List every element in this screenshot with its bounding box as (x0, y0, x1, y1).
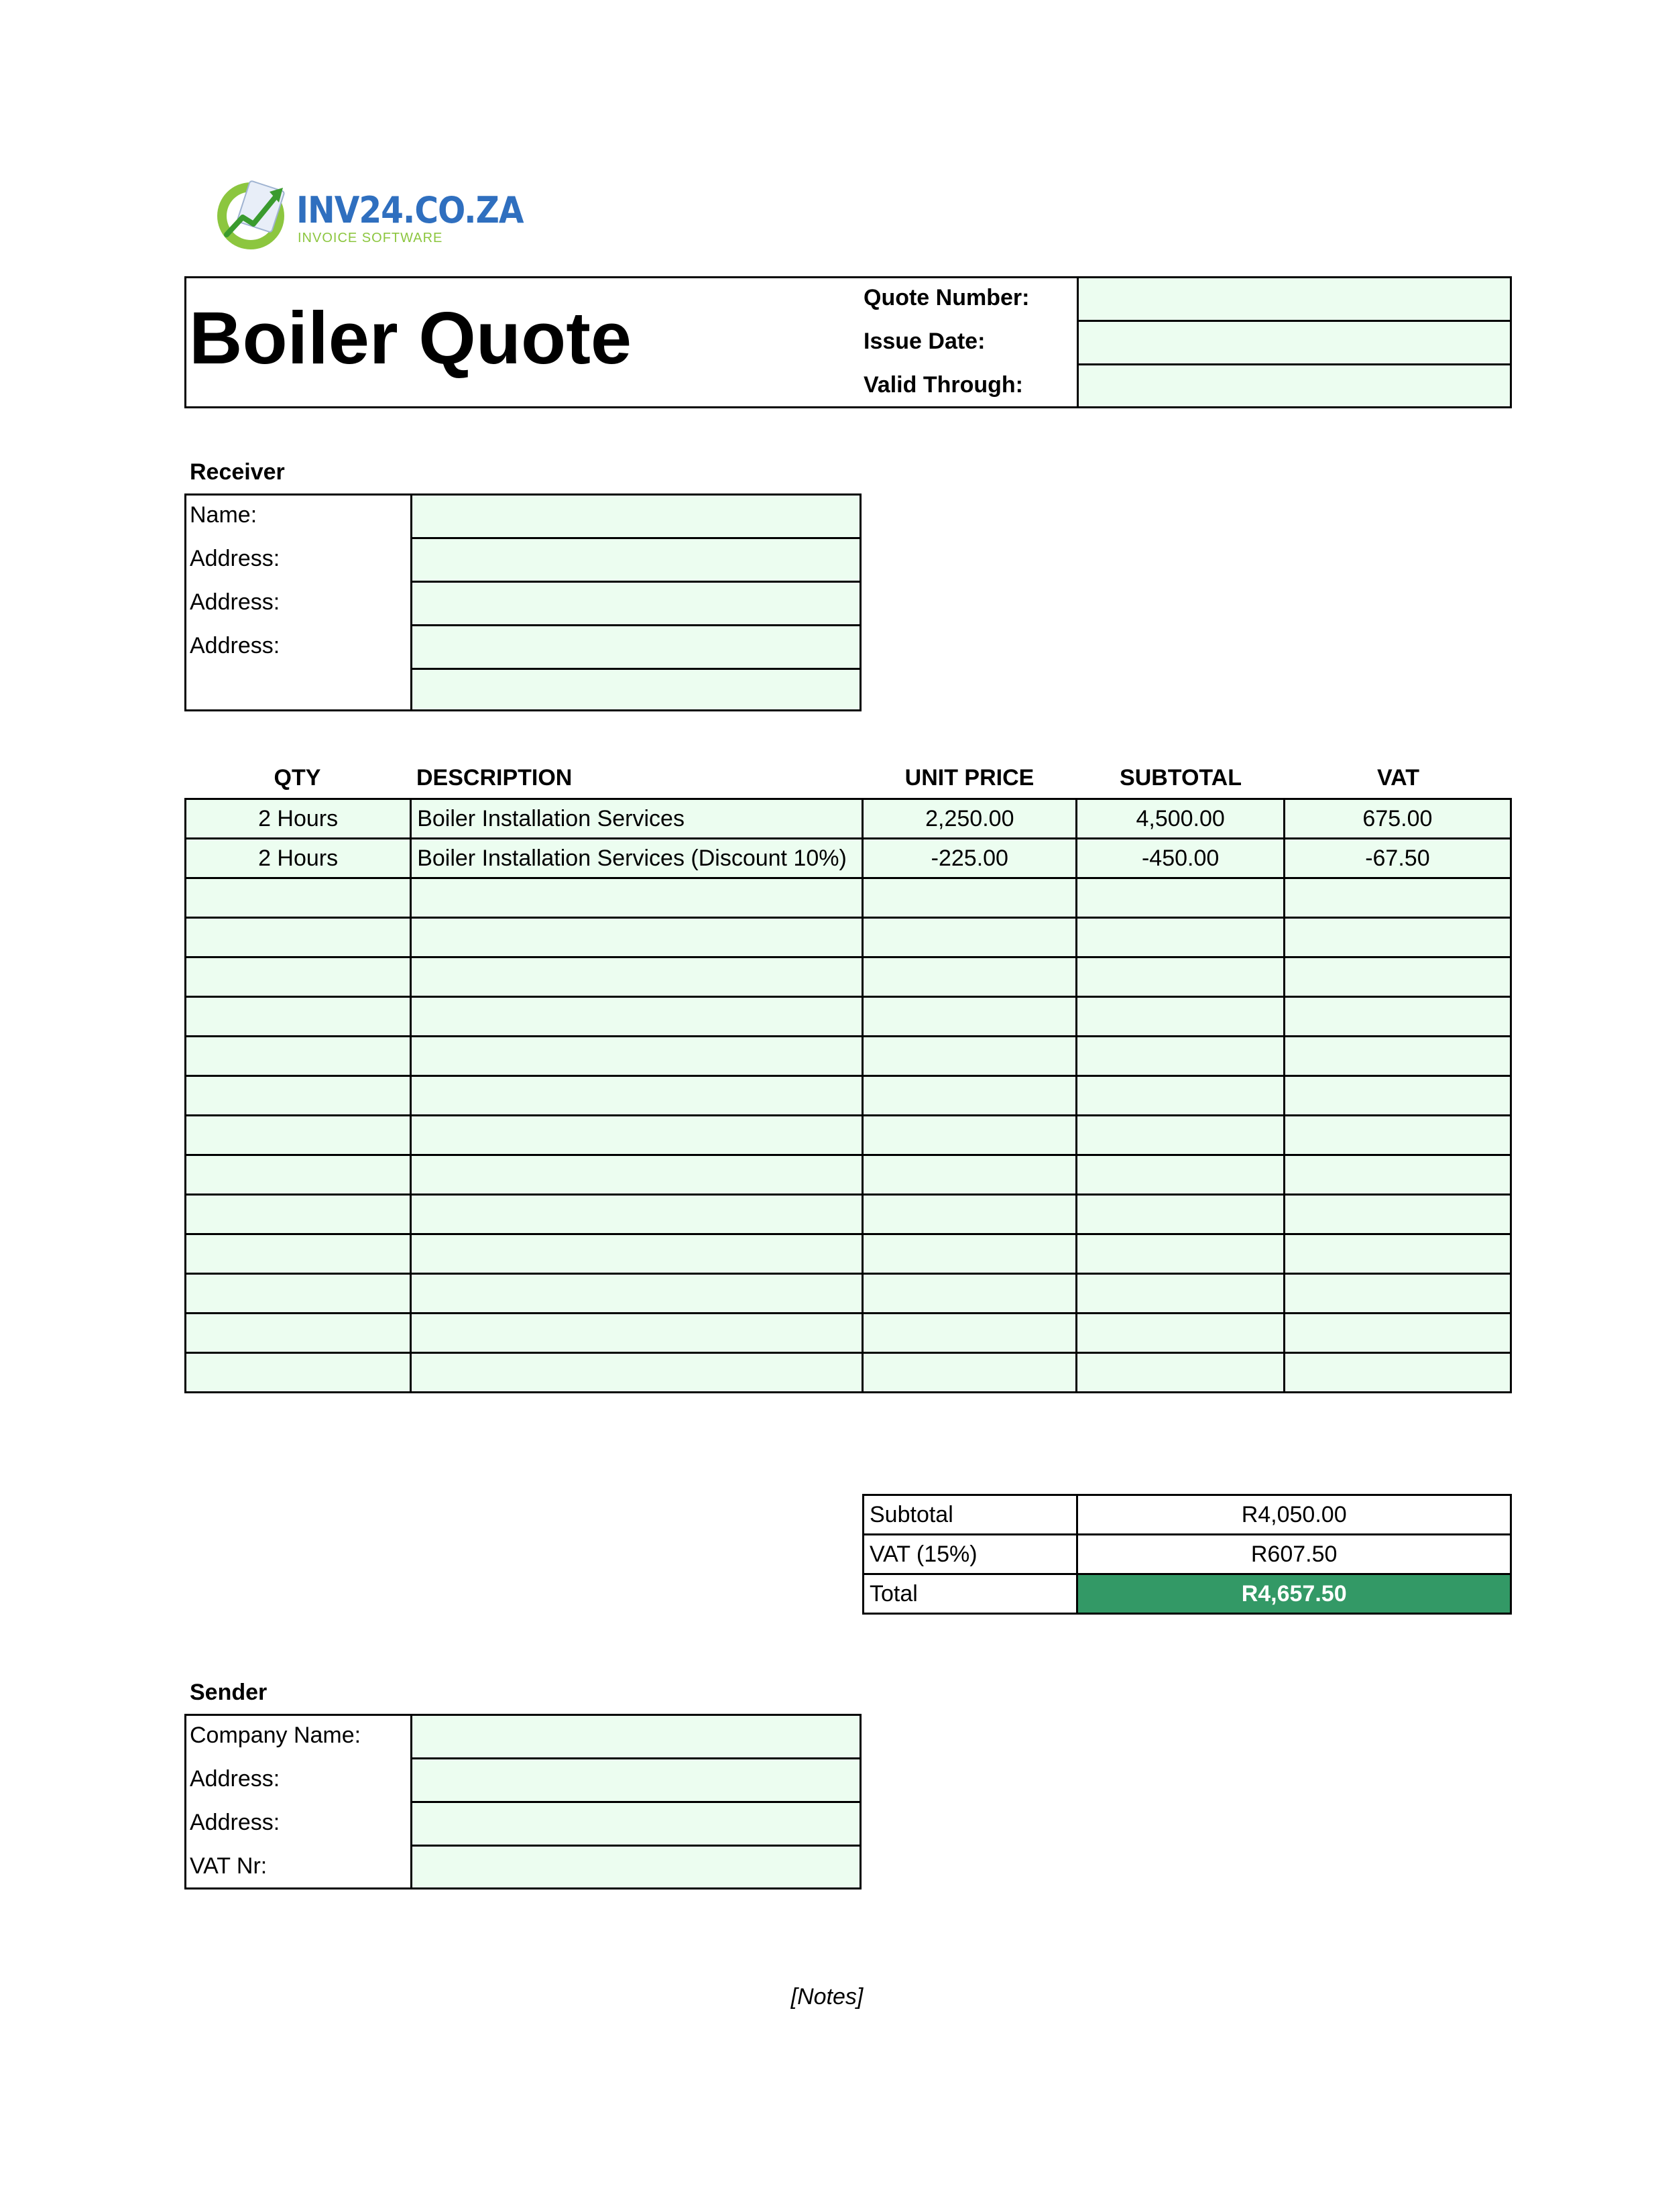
vat-cell[interactable] (1284, 997, 1511, 1037)
vat-cell[interactable] (1284, 1234, 1511, 1274)
vat-value: R607.50 (1077, 1535, 1511, 1574)
page-title: Boiler Quote (189, 297, 632, 380)
unit-price-header: UNIT PRICE (904, 765, 1035, 791)
description-cell[interactable]: Boiler Installation Services (411, 799, 863, 839)
qty-cell[interactable] (186, 918, 411, 957)
vat-cell[interactable] (1284, 957, 1511, 997)
unit-price-cell[interactable] (863, 1274, 1077, 1314)
receiver-name-label: Name: (190, 502, 257, 528)
logo-tagline: INVOICE SOFTWARE (298, 231, 443, 245)
table-row (186, 1353, 1511, 1393)
valid-through-field[interactable] (1077, 363, 1512, 408)
unit-price-cell[interactable] (863, 1353, 1077, 1393)
description-header: DESCRIPTION (416, 765, 573, 791)
subtotal-cell[interactable] (1077, 1314, 1284, 1353)
subtotal-cell[interactable] (1077, 997, 1284, 1037)
qty-cell[interactable] (186, 1314, 411, 1353)
receiver-address-field-3[interactable] (410, 624, 862, 670)
description-cell[interactable] (411, 1116, 863, 1155)
unit-price-cell[interactable] (863, 1116, 1077, 1155)
table-row (186, 1314, 1511, 1353)
issue-date-label: Issue Date: (864, 329, 986, 354)
subtotal-label: Subtotal (864, 1495, 1077, 1535)
unit-price-cell[interactable]: 2,250.00 (863, 799, 1077, 839)
notes-text[interactable]: [Notes] (790, 1984, 864, 2010)
vat-cell[interactable]: 675.00 (1284, 799, 1511, 839)
subtotal-cell[interactable] (1077, 957, 1284, 997)
company-name-label: Company Name: (190, 1723, 361, 1748)
qty-cell[interactable] (186, 997, 411, 1037)
subtotal-cell[interactable] (1077, 918, 1284, 957)
qty-header: QTY (274, 765, 321, 791)
subtotal-cell[interactable]: -450.00 (1077, 839, 1284, 878)
valid-through-label: Valid Through: (864, 372, 1023, 398)
unit-price-cell[interactable] (863, 1037, 1077, 1076)
table-row (186, 957, 1511, 997)
sender-address-label-1: Address: (190, 1766, 280, 1792)
description-cell[interactable] (411, 878, 863, 918)
description-cell[interactable] (411, 1234, 863, 1274)
chart-arrow-icon (213, 174, 292, 253)
description-cell[interactable] (411, 1076, 863, 1116)
issue-date-field[interactable] (1077, 320, 1512, 365)
sender-address-field-2[interactable] (410, 1801, 862, 1847)
qty-cell[interactable] (186, 1076, 411, 1116)
items-table (184, 798, 1512, 1393)
vat-cell[interactable] (1284, 1076, 1511, 1116)
subtotal-cell[interactable] (1077, 1234, 1284, 1274)
subtotal-cell[interactable] (1077, 878, 1284, 918)
vat-cell[interactable]: -67.50 (1284, 839, 1511, 878)
qty-cell[interactable] (186, 1116, 411, 1155)
vat-cell[interactable] (1284, 1155, 1511, 1195)
receiver-address-label-3: Address: (190, 633, 280, 658)
vat-cell[interactable] (1284, 878, 1511, 918)
qty-cell[interactable] (186, 1195, 411, 1234)
qty-cell[interactable] (186, 1274, 411, 1314)
table-row (186, 1234, 1511, 1274)
table-row (186, 1116, 1511, 1155)
description-cell[interactable] (411, 918, 863, 957)
total-value: R4,657.50 (1077, 1574, 1511, 1614)
description-cell[interactable] (411, 1155, 863, 1195)
description-cell[interactable] (411, 957, 863, 997)
subtotal-cell[interactable] (1077, 1155, 1284, 1195)
subtotal-cell[interactable]: 4,500.00 (1077, 799, 1284, 839)
receiver-address-field-1[interactable] (410, 537, 862, 583)
company-logo (213, 174, 524, 255)
receiver-name-field[interactable] (410, 493, 862, 539)
table-row (186, 1274, 1511, 1314)
vat-nr-field[interactable] (410, 1845, 862, 1889)
table-row (186, 918, 1511, 957)
receiver-heading: Receiver (190, 459, 285, 485)
sender-heading: Sender (190, 1680, 268, 1705)
table-row (186, 997, 1511, 1037)
sender-address-field-1[interactable] (410, 1757, 862, 1803)
description-cell[interactable] (411, 1353, 863, 1393)
subtotal-row (864, 1495, 1511, 1535)
table-row (186, 799, 1511, 839)
qty-cell[interactable]: 2 Hours (186, 839, 411, 878)
unit-price-cell[interactable] (863, 878, 1077, 918)
qty-cell[interactable] (186, 957, 411, 997)
subtotal-cell[interactable] (1077, 1076, 1284, 1116)
qty-cell[interactable] (186, 1037, 411, 1076)
unit-price-cell[interactable] (863, 1234, 1077, 1274)
subtotal-cell[interactable] (1077, 1353, 1284, 1393)
subtotal-cell[interactable] (1077, 1195, 1284, 1234)
vat-cell[interactable] (1284, 1195, 1511, 1234)
qty-cell[interactable]: 2 Hours (186, 799, 411, 839)
table-row (186, 1195, 1511, 1234)
unit-price-cell[interactable] (863, 997, 1077, 1037)
receiver-extra-field[interactable] (410, 668, 862, 711)
logo-brand-text: INV24.CO.ZA (296, 189, 524, 231)
description-cell[interactable] (411, 1195, 863, 1234)
unit-price-cell[interactable] (863, 1195, 1077, 1234)
totals-table (862, 1494, 1512, 1615)
subtotal-header: SUBTOTAL (1120, 765, 1242, 791)
quote-number-field[interactable] (1077, 276, 1512, 322)
table-row (186, 1076, 1511, 1116)
receiver-address-label-1: Address: (190, 546, 280, 571)
subtotal-cell[interactable] (1077, 1274, 1284, 1314)
unit-price-cell[interactable] (863, 1076, 1077, 1116)
description-cell[interactable] (411, 1274, 863, 1314)
description-cell[interactable]: Boiler Installation Services (Discount 10%) (411, 839, 863, 878)
table-row (186, 878, 1511, 918)
qty-cell[interactable] (186, 1353, 411, 1393)
receiver-address-label-2: Address: (190, 589, 280, 615)
unit-price-cell[interactable] (863, 957, 1077, 997)
table-row (186, 1037, 1511, 1076)
vat-header: VAT (1377, 765, 1419, 791)
vat-cell[interactable] (1284, 918, 1511, 957)
vat-cell[interactable] (1284, 1037, 1511, 1076)
table-row (186, 1155, 1511, 1195)
vat-nr-label: VAT Nr: (190, 1853, 268, 1879)
description-cell[interactable] (411, 997, 863, 1037)
sender-address-label-2: Address: (190, 1810, 280, 1835)
table-row (186, 839, 1511, 878)
vat-cell[interactable] (1284, 1314, 1511, 1353)
unit-price-cell[interactable] (863, 1155, 1077, 1195)
receiver-address-field-2[interactable] (410, 581, 862, 626)
unit-price-cell[interactable]: -225.00 (863, 839, 1077, 878)
total-row (864, 1574, 1511, 1614)
vat-label: VAT (15%) (864, 1535, 1077, 1574)
total-label: Total (864, 1574, 1077, 1614)
description-cell[interactable] (411, 1314, 863, 1353)
vat-cell[interactable] (1284, 1274, 1511, 1314)
qty-cell[interactable] (186, 878, 411, 918)
unit-price-cell[interactable] (863, 1314, 1077, 1353)
company-name-field[interactable] (410, 1714, 862, 1759)
unit-price-cell[interactable] (863, 918, 1077, 957)
subtotal-value: R4,050.00 (1077, 1495, 1511, 1535)
qty-cell[interactable] (186, 1234, 411, 1274)
vat-cell[interactable] (1284, 1353, 1511, 1393)
quote-number-label: Quote Number: (864, 285, 1030, 310)
description-cell[interactable] (411, 1037, 863, 1076)
vat-cell[interactable] (1284, 1116, 1511, 1155)
subtotal-cell[interactable] (1077, 1116, 1284, 1155)
vat-row (864, 1535, 1511, 1574)
subtotal-cell[interactable] (1077, 1037, 1284, 1076)
qty-cell[interactable] (186, 1155, 411, 1195)
